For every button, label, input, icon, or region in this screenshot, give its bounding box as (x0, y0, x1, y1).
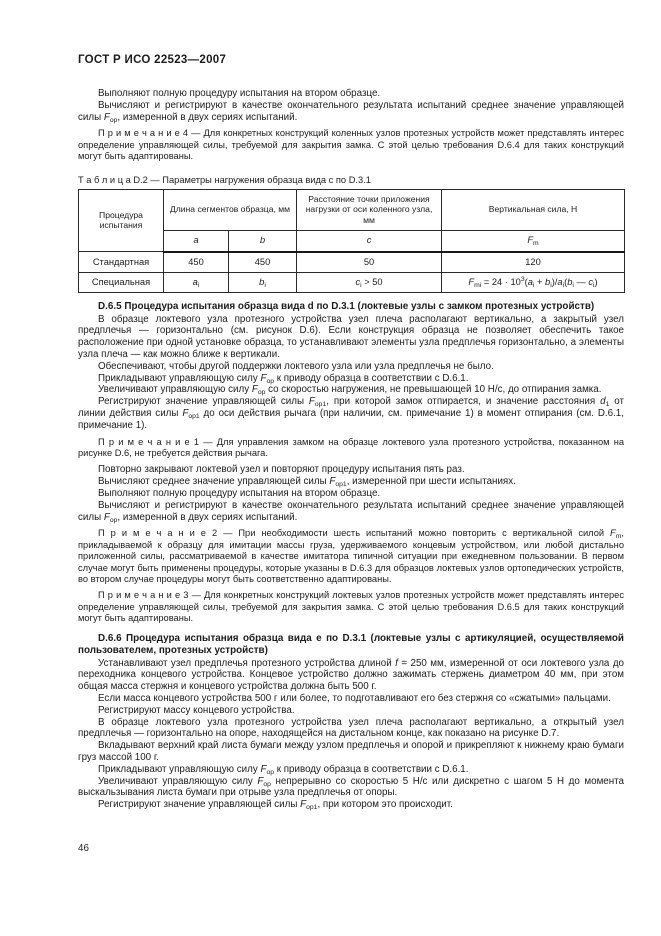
body-paragraph: Вычисляют среднее значение управляющей силы $F_{op1}$, измеренной при шести испытаниях. (98, 476, 516, 489)
table-cell-procedure: Стандартная (79, 252, 164, 273)
page-content (78, 0, 624, 811)
table-header-procedure: Процедура испытания (79, 189, 164, 252)
body-paragraph: Повторно закрывают локтевой узел и повторяют процедуру испытания пять раз. (98, 464, 465, 476)
table-cell-force-formula: $F_{mi} = 24 \cdot 10^3(a_i + b_i)/a_i(b_i$ — $c_i$) (442, 272, 625, 292)
body-paragraph: Выполняют полную процедуру испытания на втором образце. (98, 88, 381, 99)
table-caption: Т а б л и ц а D.2 — Параметры нагружения образца вида с по D.3.1 (78, 174, 371, 185)
body-paragraph: Если масса концевого устройства 500 г или более, то подготавливают его без стержня со «сжатыми» пальцами. (98, 693, 611, 705)
table-cell-c: 50 (297, 252, 442, 273)
table-header-vertical-force: Вертикальная сила, Н (442, 189, 625, 230)
page-number: 46 (78, 843, 89, 854)
note-paragraph: П р и м е ч а н и е 3 — Для конкретных конструкций локтевых узлов протезных устройств может представлять интерес определение управляющей силы, требуемой для закрытия замка. С этой целью требования D.6.5 для таких конструкций могут быть адаптированы. (78, 590, 624, 624)
table-cell-a: 450 (164, 252, 229, 273)
body-paragraph: Вычисляют и регистрируют в качестве окончательного результата испытаний среднее значение управляющей силы $F_{op}$, измеренной в двух сериях испытаний. (78, 499, 624, 524)
body-paragraph: Обеспечивают, чтобы другой поддержки локтевого узла или узла предплечья не было. (98, 360, 494, 372)
body-paragraph: Вкладывают верхний край листа бумаги между узлом предплечья и опорой и прикрепляют к нижнему краю бумаги груз массой 100 г. (78, 740, 624, 763)
body-paragraph: Устанавливают узел предплечья протезного устройства длиной f = 250 мм, измеренной от оси локтевого узла до переходника концевого устройства. Концевое устройство должно зажимать стержень диаметром 40 мм, при этом общая масса стержня и концевого устройства должна быть 500 г. (78, 657, 624, 693)
body-paragraph: Прикладывают управляющую силу $F_{op}$ к приводу образца в соответствии с D.6.1. (98, 372, 469, 385)
table-subheader-fm: $F_m$ (442, 230, 625, 252)
table-header-row-1 (79, 189, 625, 230)
section-heading: D.6.6 Процедура испытания образца вида е по D.3.1 (локтевые узлы с артикуляцией, осуществляемой пользователем, протезных устройств) (78, 632, 624, 656)
section-d65 (78, 301, 624, 625)
table-cell-procedure: Специальная (79, 272, 164, 292)
table-cell-b: 450 (229, 252, 297, 273)
body-paragraph: В образце локтевого узла протезного устройства узел плеча располагают вертикально, а открытый узел предплечья — горизонтально на опоре, находящейся на дистальном конце, как показано на рисунке D.7. (78, 716, 624, 740)
section-heading: D.6.5 Процедура испытания образца вида d по D.3.1 (локтевые узлы с замком протезных устройств) (98, 300, 595, 312)
body-paragraph: Прикладывают управляющую силу $F_{op}$ к приводу образца в соответствии с D.6.1. (98, 763, 469, 776)
table-row-special (79, 272, 625, 292)
doc-header-title: ГОСТ Р ИСО 22523—2007 (78, 54, 227, 66)
note-paragraph: П р и м е ч а н и е 4 — Для конкретных конструкций коленных узлов протезных устройств может представлять интерес определение управляющей силы, требуемой для закрытия замка. С этой целью требования D.6.4 для таких конструкций могут быть адаптированы. (78, 128, 624, 162)
body-paragraph: Регистрируют значение управляющей силы $F_{op1}$, при котором это происходит. (98, 799, 453, 812)
table-cell-b: $b_i$ (229, 272, 297, 292)
table-subheader-a: a (164, 230, 229, 252)
note-paragraph: П р и м е ч а н и е 1 — Для управления замком на образце локтевого узла протезного устройства, показанном на рисунке D.6, не требуется действия рычага. (78, 436, 624, 458)
table-subheader-c: c (297, 230, 442, 252)
table-row-standard (79, 252, 625, 273)
table-cell-force: 120 (442, 252, 625, 273)
intro-paragraphs (78, 88, 624, 163)
body-paragraph: Вычисляют и регистрируют в качестве окончательного результата испытаний среднее значение управляющей силы $F_{op}$, измеренной в двух сериях испытаний. (78, 99, 624, 124)
body-paragraph: Выполняют полную процедуру испытания на втором образце. (98, 487, 381, 499)
body-paragraph: Регистрируют значение управляющей силы $F_{op1}$, при которой замок отпирается, и значение расстояния $d_1$ от линии действия силы $F_{op1}$ до оси действия рычага (при наличии, см. примечание 1) в момент отпирания (см. D.6.1, примечание 1). (78, 396, 624, 431)
table-header-segment-length: Длина сегментов образца, мм (164, 189, 297, 230)
table-subheader-b: b (229, 230, 297, 252)
table-cell-c: $c_i > 50$ (297, 272, 442, 292)
note-paragraph: П р и м е ч а н и е 2 — При необходимости шесть испытаний можно повторить с вертикальной силой $F_m$, прикладываемой к образцу для имитации массы груза, удерживаемого концевым устройством, или любой дистально приложенной силы, рассматриваемой в качестве имитатора типичной ситуации при ежедневном пользовании. В первом случае могут быть применены процедуры, которые указаны в D.6.3 для образцов локтевых узлов ортопедических устройств, во втором случае процедуры могут быть соответственно адаптированы. (78, 528, 624, 584)
body-paragraph: Увеличивают управляющую силу $F_{op}$ непрерывно со скоростью 5 Н/с или дискретно с шагом 5 Н до момента выскальзывания листа бумаги при отрыве узла предплечья от опоры. (78, 775, 624, 799)
body-paragraph: Увеличивают управляющую силу $F_{op}$ со скоростью нагружения, не превышающей 10 Н/с, до отпирания замка. (98, 384, 602, 397)
body-paragraph: В образце локтевого узла протезного устройства узел плеча располагают вертикально, а закрытый узел предплечья — горизонтально (см. рисунок D.6). Если конструкция образца не позволяет обеспечить такое расположение при одной установке образца, то устанавливают элементы узла предплечья горизонтально, а элементы узла плеча — как можно ближе к вертикали. (78, 313, 624, 360)
table-cell-a: $a_i$ (164, 272, 229, 292)
section-d66 (78, 633, 624, 811)
table-header-distance: Расстояние точки приложения нагрузки от оси коленного узла, мм (297, 189, 442, 230)
load-parameters-table (78, 189, 625, 293)
body-paragraph: Регистрируют массу концевого устройства. (98, 704, 295, 716)
